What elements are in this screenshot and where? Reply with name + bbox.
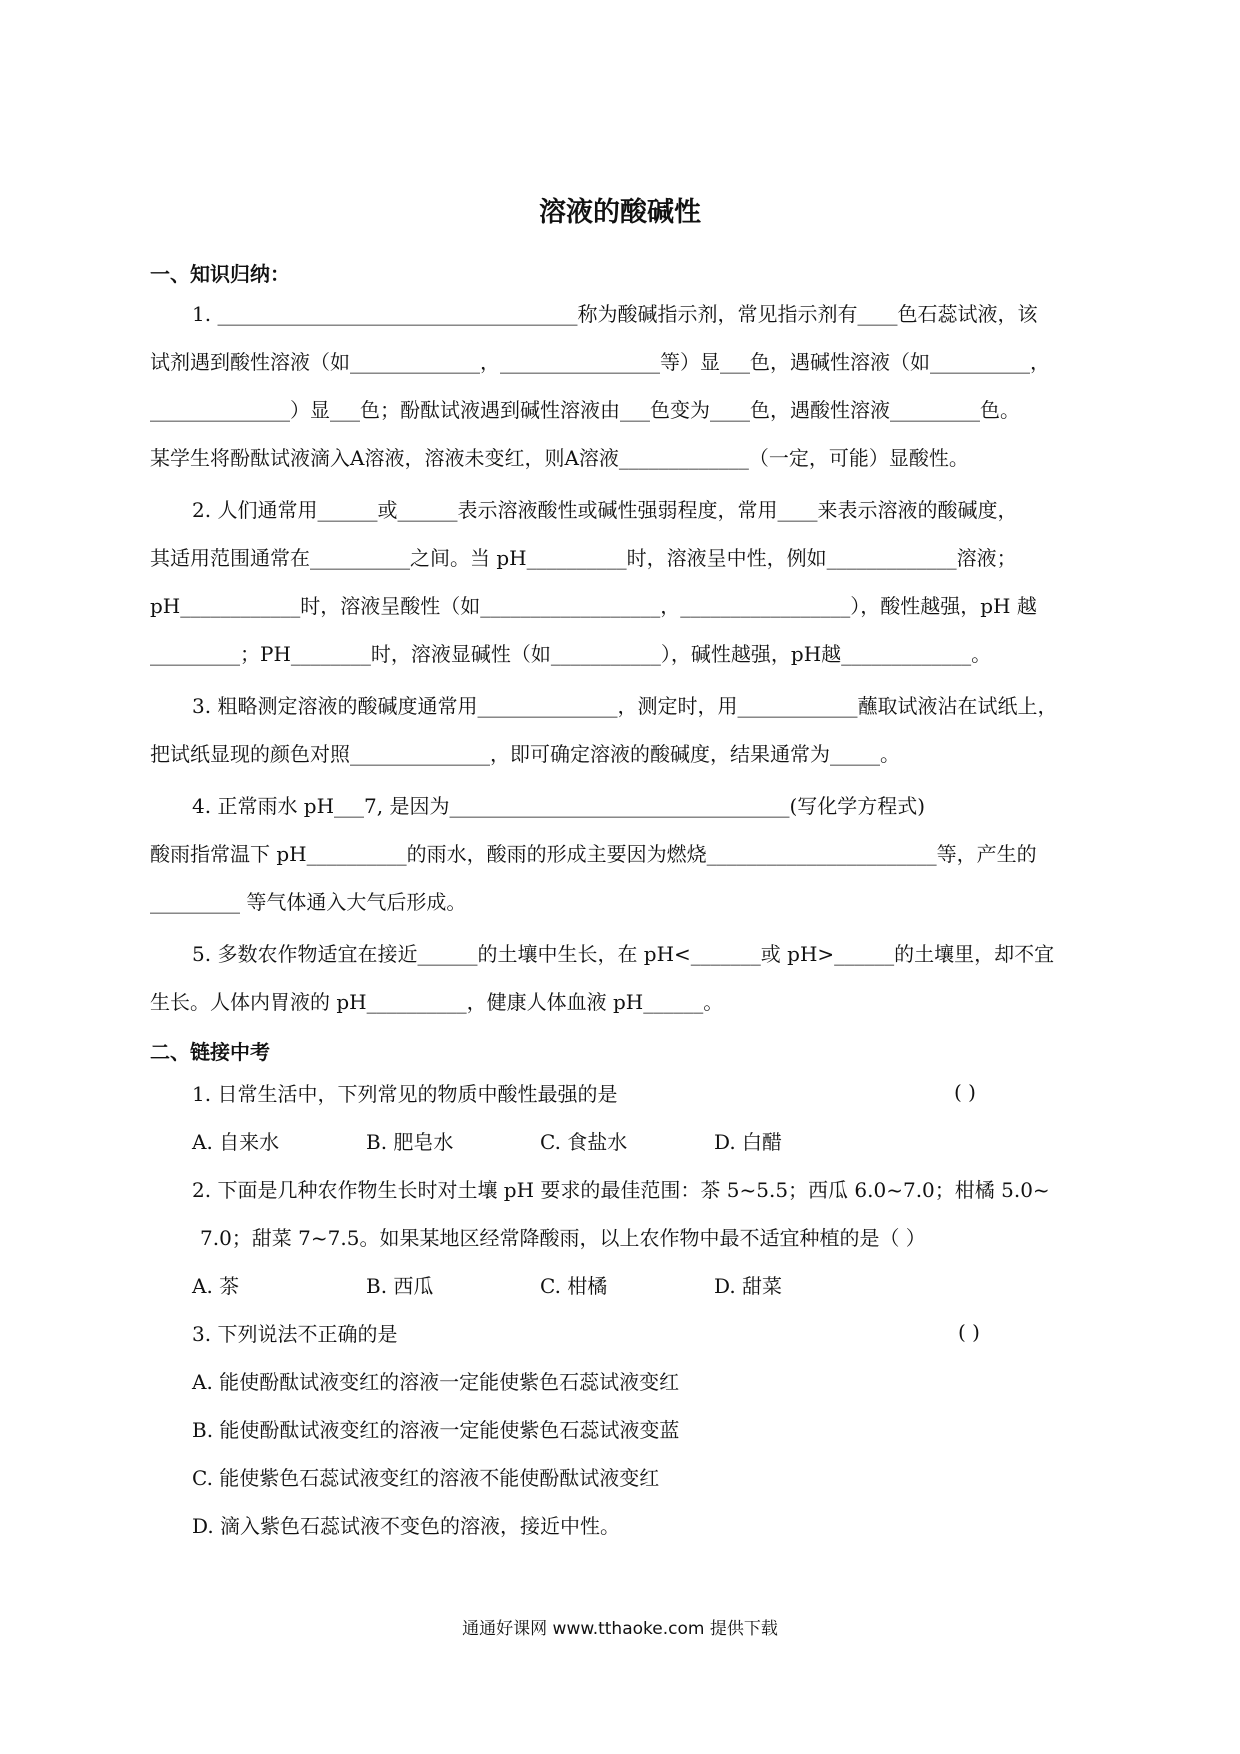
text-line: 1. ____________________________________称为酸碱指示剂，常见指示剂有____色石蕊试液，该 (192, 302, 1038, 326)
text-line: 某学生将酚酞试液滴入A溶液，溶液未变红，则A溶液_____________（一定，可能）显酸性。 (150, 446, 969, 470)
option: D. 滴入紫色石蕊试液不变色的溶液，接近中性。 (192, 1514, 621, 1538)
text-line: 2. 人们通常用______或______表示溶液酸性或碱性强弱程度，常用____来表示溶液的酸碱度， (192, 498, 1018, 522)
question-stem: 3. 下列说法不正确的是 (192, 1322, 398, 1346)
option: D. 甜菜 (714, 1274, 783, 1298)
option: C. 柑橘 (540, 1274, 608, 1298)
option: A. 自来水 (192, 1130, 280, 1154)
text-line: 生长。人体内胃液的 pH__________，健康人体血液 pH______。 (150, 990, 724, 1014)
option: D. 白醋 (714, 1130, 783, 1154)
option: A. 茶 (192, 1274, 240, 1298)
option: B. 能使酚酞试液变红的溶液一定能使紫色石蕊试液变蓝 (192, 1418, 680, 1442)
text-line: ______________）显___色；酚酞试液遇到碱性溶液由___色变为____色，遇酸性溶液_________色。 (150, 398, 1020, 422)
text-line: 5. 多数农作物适宜在接近______的土壤中生长，在 pH<_______或 pH>______的土壤里，却不宜 (192, 942, 1055, 966)
text-line: 酸雨指常温下 pH__________的雨水，酸雨的形成主要因为燃烧_______________________等，产生的 (150, 842, 1037, 866)
text-line: pH____________时，溶液呈酸性（如__________________，_________________），酸性越强，pH 越 (150, 594, 1037, 618)
question-stem: 7.0；甜菜 7~7.5。如果某地区经常降酸雨，以上农作物中最不适宜种植的是（ ） (200, 1226, 926, 1250)
option: B. 肥皂水 (366, 1130, 454, 1154)
text-line: 3. 粗略测定溶液的酸碱度通常用______________，测定时，用____________蘸取试液沾在试纸上， (192, 694, 1058, 718)
option: C. 食盐水 (540, 1130, 628, 1154)
page-footer: 通通好课网 www.tthaoke.com 提供下载 (462, 1619, 778, 1639)
text-line: _________；PH________时，溶液显碱性（如___________），碱性越强，pH越_____________。 (150, 642, 992, 666)
text-line: 其适用范围通常在__________之间。当 pH__________时，溶液呈中性，例如_____________溶液； (150, 546, 1017, 570)
text-line: 把试纸显现的颜色对照______________，即可确定溶液的酸碱度，结果通常为_____。 (150, 742, 900, 766)
option: C. 能使紫色石蕊试液变红的溶液不能使酚酞试液变红 (192, 1466, 660, 1490)
question-stem: 2. 下面是几种农作物生长时对土壤 pH 要求的最佳范围：茶 5~5.5；西瓜 6.0~7.0；柑橘 5.0~ (192, 1178, 1050, 1202)
option: A. 能使酚酞试液变红的溶液一定能使紫色石蕊试液变红 (192, 1370, 680, 1394)
question-stem: 1. 日常生活中，下列常见的物质中酸性最强的是 (192, 1082, 618, 1106)
answer-paren: ( ) (954, 1080, 976, 1104)
option: B. 西瓜 (366, 1274, 434, 1298)
text-line: 4. 正常雨水 pH___7, 是因为__________________________________(写化学方程式) (192, 794, 926, 818)
page-title: 溶液的酸碱性 (539, 197, 701, 228)
section-heading-knowledge: 一、知识归纳： (150, 262, 290, 286)
text-line: 试剂遇到酸性溶液（如_____________，________________等）显___色，遇碱性溶液（如__________， (150, 350, 1050, 374)
section-heading-exam: 二、链接中考 (150, 1040, 270, 1064)
text-line: _________ 等气体通入大气后形成。 (150, 890, 467, 914)
answer-paren: ( ) (958, 1320, 980, 1344)
